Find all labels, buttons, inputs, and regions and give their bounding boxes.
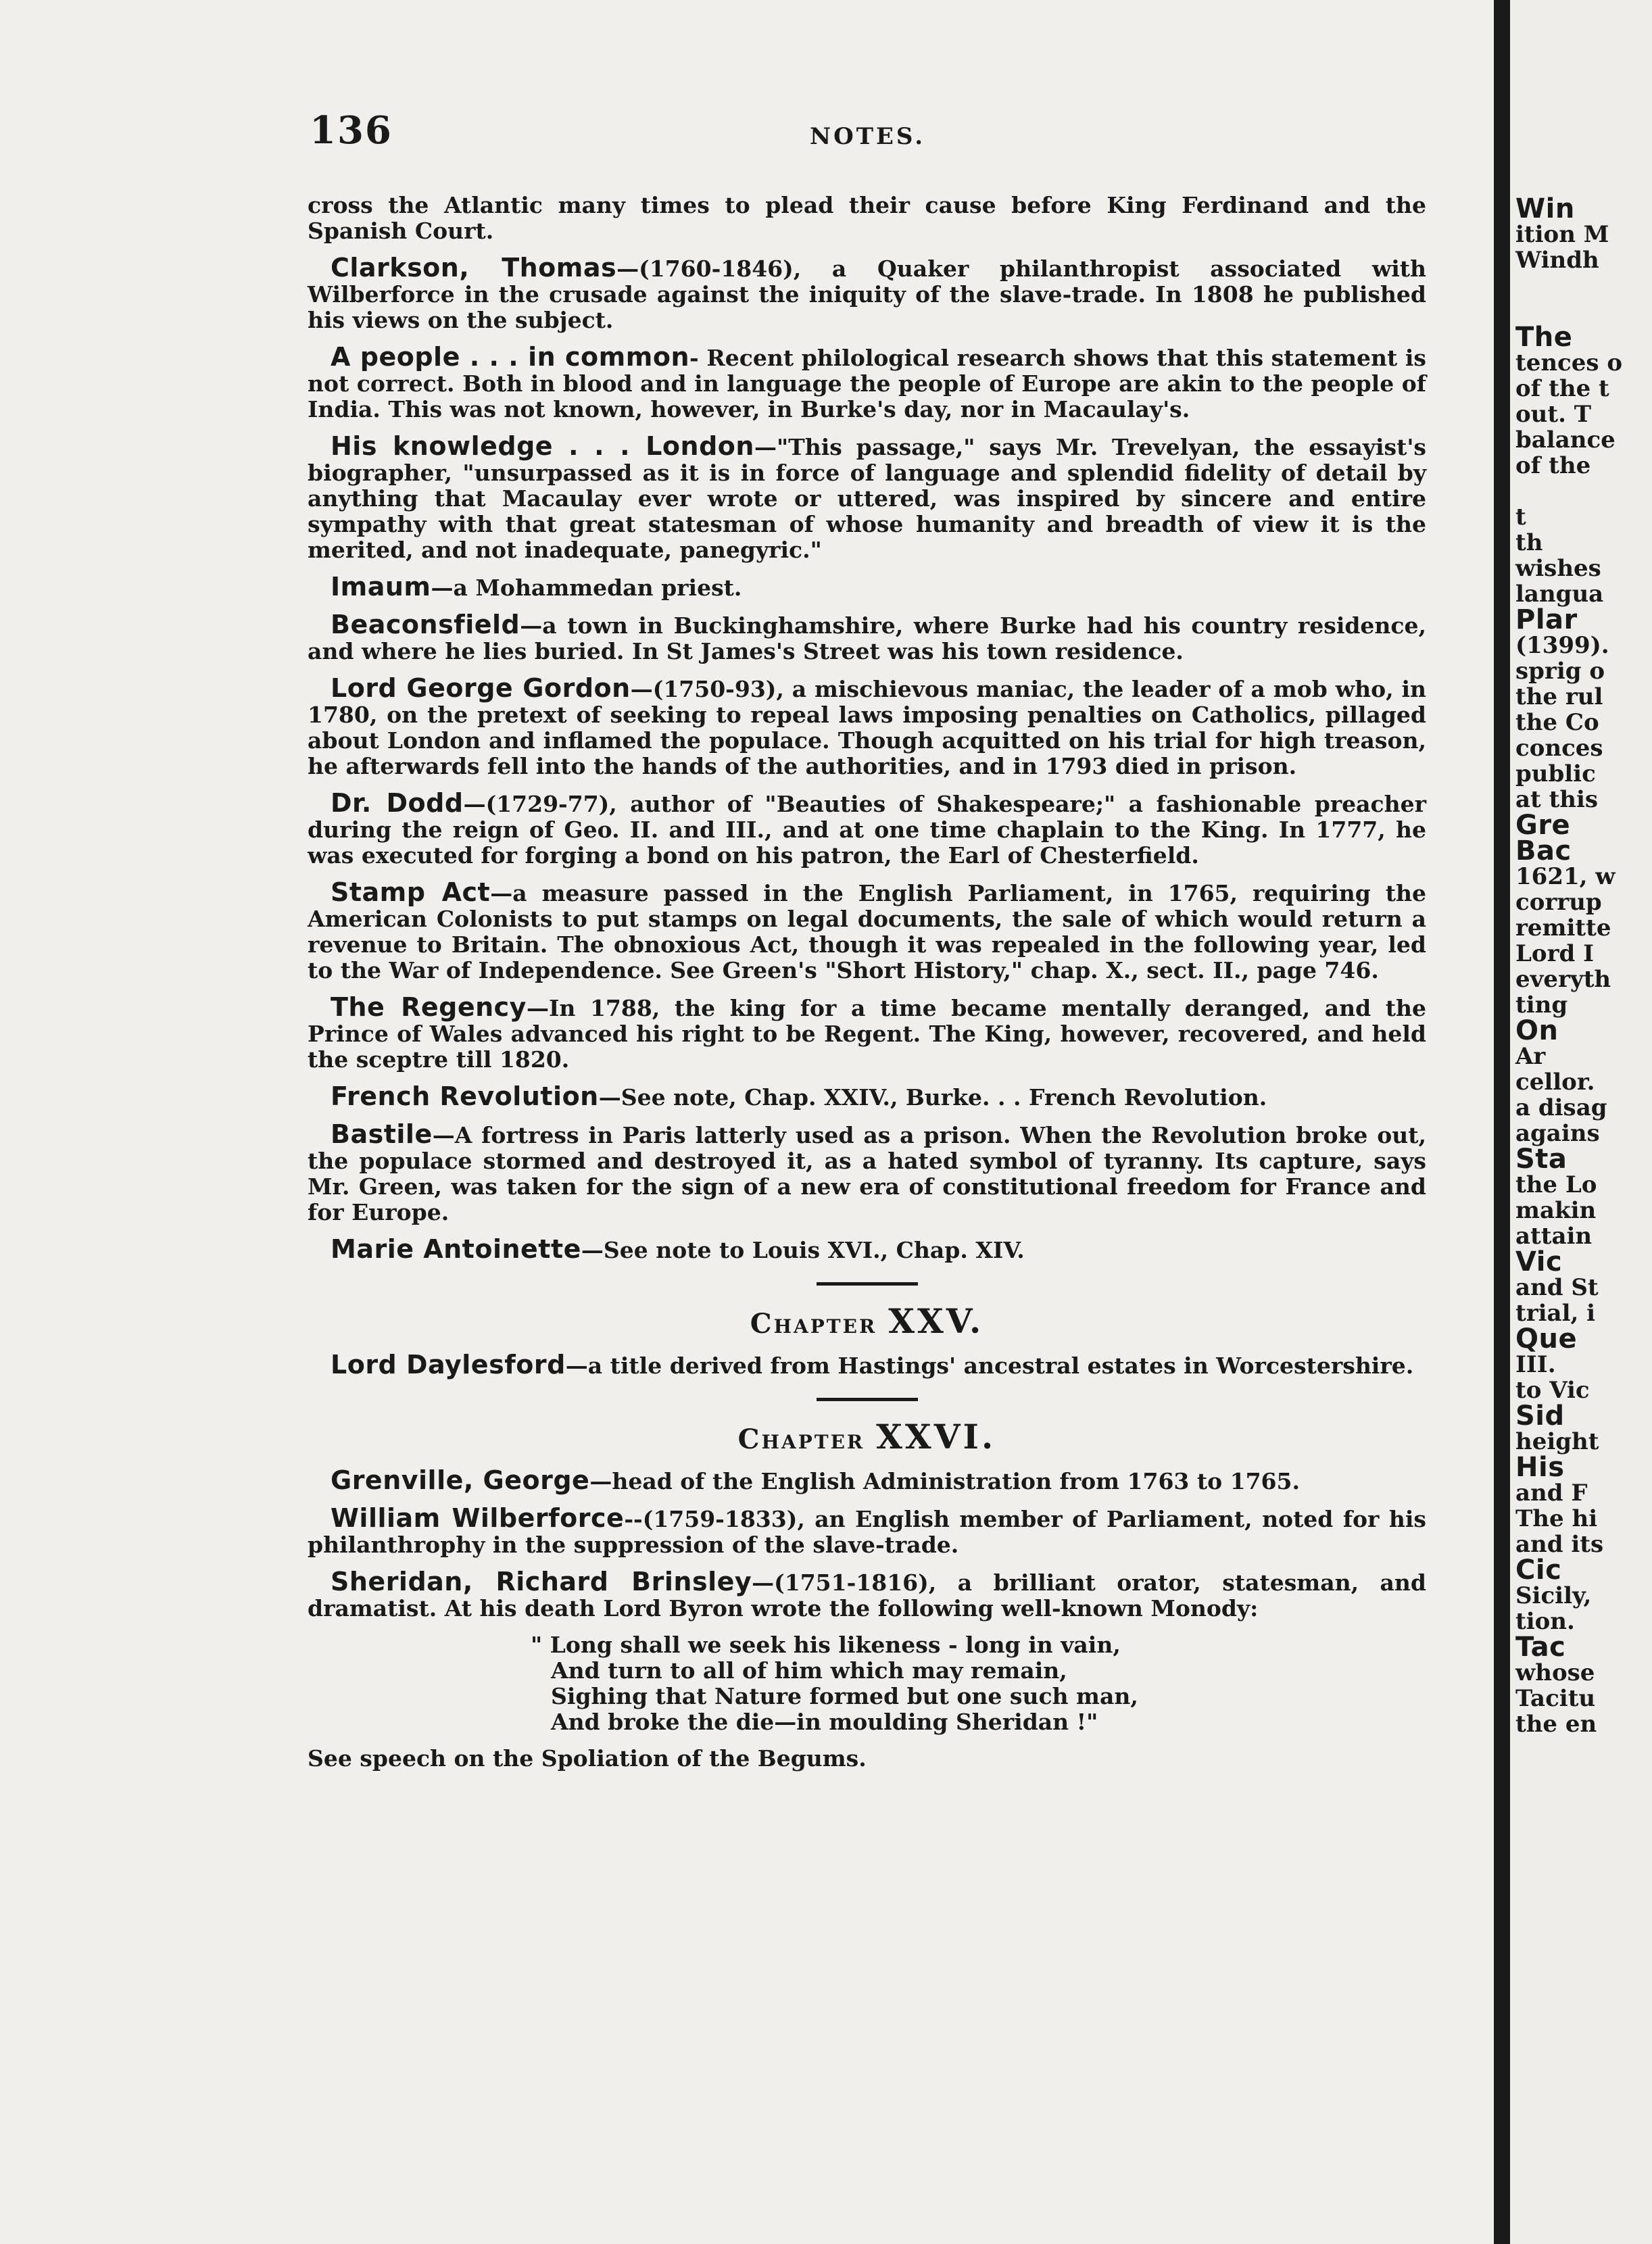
note-definition: —a town in Buckinghamshire, where Burke had his country residence, and where he lies buried. In St James's Street was his town residence.	[308, 612, 1426, 664]
facing-page-line: Cic	[1515, 1555, 1562, 1586]
facing-page-line: th	[1515, 529, 1543, 556]
note-definition: —See note, Chap. XXIV., Burke. . . French Revolution.	[598, 1084, 1267, 1111]
facing-page-line: height	[1515, 1428, 1599, 1455]
note-term: French Revolution	[331, 1081, 599, 1111]
facing-page-line: of the t	[1515, 375, 1609, 402]
note-definition: —(1729-77), author of "Beauties of Shakespeare;" a fashionable preacher during the reign of Geo. II. and III., and at one time chaplain to the King. In 1777, he was executed for forging a bond on his patron, the Earl of Chesterfield.	[308, 791, 1426, 869]
facing-page-line: Win	[1515, 193, 1575, 224]
byron-monody-poem	[531, 1632, 1426, 1735]
note-entry	[308, 879, 1426, 983]
facing-page-line: the Co	[1515, 709, 1599, 736]
chapter-26-heading	[308, 1417, 1426, 1457]
note-entry	[308, 1083, 1426, 1111]
note-definition: - Recent philological research shows that this statement is not correct. Both in blood and in language the people of Europe are akin to the people of India. This was not known, however, in Burke's day, nor in Macaulay's.	[308, 345, 1427, 422]
facing-page-line: conces	[1515, 735, 1603, 762]
facing-page-line: On	[1515, 1015, 1559, 1046]
note-definition: —"This passage," says Mr. Trevelyan, the essayist's biographer, "unsurpassed as it is in force of language and splendid fidelity of detail by anything that Macaulay ever wrote or uttered, was inspired by sincere and entire sympathy with that great statesman of whose humanity and breadth of view it is the merited, and not inadequate, panegyric."	[308, 434, 1426, 563]
chapter-26-heading-numeral: XXVI.	[876, 1417, 996, 1457]
book-gutter	[1494, 0, 1510, 2244]
page-number: 136	[310, 108, 393, 153]
note-definition: —a title derived from Hastings' ancestral estates in Worcestershire.	[565, 1352, 1414, 1379]
facing-page-line: Lord I	[1515, 940, 1595, 967]
note-term: Lord Daylesford	[331, 1350, 566, 1380]
facing-page-line: to Vic	[1515, 1377, 1590, 1404]
facing-page-line: tion.	[1515, 1608, 1575, 1635]
notes-content	[308, 193, 1426, 1772]
facing-page-line: sprig o	[1515, 658, 1605, 685]
note-entry	[308, 790, 1426, 869]
chapter-25-heading	[308, 1301, 1426, 1341]
note-entry	[308, 612, 1426, 664]
facing-page-line: at this	[1515, 786, 1599, 813]
note-entry	[308, 1569, 1426, 1621]
note-entry	[308, 1467, 1426, 1494]
see-reference: See speech on the Spoliation of the Begums.	[308, 1745, 867, 1772]
facing-page-line: Sid	[1515, 1400, 1565, 1432]
note-term: A people . . . in common	[331, 342, 690, 372]
note-definition: —In 1788, the king for a time became mentally deranged, and the Prince of Wales advanced his right to be Regent. The King, however, recovered, and held the sceptre till 1820.	[308, 995, 1426, 1073]
facing-page-line: tences o	[1515, 349, 1623, 376]
facing-page-line: public	[1515, 760, 1596, 787]
facing-page-line: Sicily,	[1515, 1582, 1592, 1609]
note-definition: —A fortress in Paris latterly used as a prison. When the Revolution broke out, the populace stormed and destroyed it, as a hated symbol of tyranny. Its capture, says Mr. Green, was taken for the sign of a new era of constitutional freedom for France and for Europe.	[308, 1122, 1426, 1225]
section-divider	[817, 1282, 918, 1286]
poem-line: Sighing that Nature formed but one such man,	[551, 1683, 1138, 1709]
facing-page-line: a disag	[1515, 1094, 1607, 1121]
facing-page-line: remitte	[1515, 914, 1611, 942]
section-divider	[817, 1398, 918, 1401]
poem-line: And turn to all of him which may remain,	[551, 1657, 1067, 1684]
facing-page-line: Plar	[1515, 604, 1578, 635]
facing-page-line: Vic	[1515, 1246, 1563, 1277]
note-term: Imaum	[331, 572, 431, 602]
note-entry	[308, 1236, 1426, 1263]
note-definition: —a measure passed in the English Parliament, in 1765, requiring the American Colonists to put stamps on legal documents, the sale of which would return a revenue to Britain. The obnoxious Act, though it was repealed in the following year, led to the War of Independence. See Green's "Short History," chap. X., sect. II., page 746.	[308, 880, 1426, 983]
note-definition: —(1750-93), a mischievous maniac, the leader of a mob who, in 1780, on the pretext of seeking to repeal laws imposing penalties on Catholics, pillaged about London and inflamed the populace. Though acquitted on his trial for high treason, he afterwards fell into the hands of the authorities, and in 1793 died in prison.	[308, 676, 1427, 779]
note-definition: —(1760-1846), a Quaker philanthropist associated with Wilberforce in the crusade against the iniquity of the slave-trade. In 1808 he published his views on the subject.	[308, 255, 1426, 333]
note-entry	[308, 433, 1426, 563]
notes-chapter-26-entries	[308, 1467, 1426, 1621]
note-entry	[308, 1505, 1426, 1558]
note-entry	[308, 193, 1426, 244]
note-entry	[308, 255, 1426, 333]
facing-page-fragment	[1510, 0, 1652, 2244]
facing-page-line: cellor.	[1515, 1069, 1595, 1096]
facing-page-line: Bac	[1515, 835, 1572, 867]
running-head: NOTES.	[810, 123, 926, 150]
facing-page-line	[1515, 273, 1652, 299]
facing-page-line: out. T	[1515, 401, 1592, 428]
facing-page-line: His	[1515, 1452, 1565, 1483]
note-term: Sheridan, Richard Brinsley	[331, 1567, 752, 1596]
note-term: William Wilberforce	[331, 1503, 625, 1533]
facing-page-line	[1515, 479, 1652, 504]
facing-page-line: trial, i	[1515, 1300, 1596, 1327]
facing-page-line: The hi	[1515, 1505, 1598, 1532]
note-term: Marie Antoinette	[331, 1234, 581, 1264]
note-definition: —See note to Louis XVI., Chap. XIV.	[581, 1237, 1025, 1263]
facing-page-line: whose	[1515, 1659, 1595, 1686]
page-header	[310, 108, 1425, 162]
facing-page-line: attain	[1515, 1223, 1593, 1250]
facing-page-line: the en	[1515, 1711, 1597, 1738]
note-term: Dr. Dodd	[331, 788, 464, 818]
facing-page-line: III.	[1515, 1351, 1556, 1378]
facing-page-line: Windh	[1515, 247, 1599, 274]
note-definition: cross the Atlantic many times to plead their cause before King Ferdinand and the Spanish Court.	[308, 192, 1426, 244]
note-entry	[308, 574, 1426, 601]
notes-chapter-25-entries	[308, 1352, 1426, 1379]
note-term: Bastile	[331, 1119, 433, 1149]
facing-page-line: Tac	[1515, 1632, 1566, 1663]
facing-page-line: Ar	[1515, 1043, 1546, 1070]
poem-line: " Long shall we seek his likeness - long in vain,	[531, 1632, 1121, 1658]
facing-page-line: the Lo	[1515, 1171, 1597, 1198]
facing-page-line: everyth	[1515, 966, 1611, 993]
facing-page-line: Tacitu	[1515, 1685, 1596, 1712]
note-definition: --(1759-1833), an English member of Parliament, noted for his philanthrophy in the suppression of the slave-trade.	[308, 1506, 1426, 1558]
note-term: Lord George Gordon	[331, 673, 631, 703]
facing-page-line: The	[1515, 322, 1573, 353]
note-term: Clarkson, Thomas	[331, 253, 617, 283]
facing-page-line: 1621, w	[1515, 863, 1615, 890]
note-term: Beaconsfield	[331, 610, 520, 639]
facing-page-lines	[1515, 193, 1652, 1738]
facing-page-line: wishes	[1515, 555, 1601, 582]
facing-page-line: (1399).	[1515, 632, 1609, 659]
chapter-25-heading-word: Chapter	[750, 1308, 877, 1340]
facing-page-line: and F	[1515, 1480, 1588, 1507]
note-entry	[308, 1121, 1426, 1225]
note-entry	[308, 994, 1426, 1073]
note-definition: —a Mohammedan priest.	[431, 575, 742, 601]
note-definition: —(1751-1816), a brilliant orator, statesman, and dramatist. At his death Lord Byron wrote the following well-known Monody:	[308, 1569, 1426, 1621]
facing-page-line: the rul	[1515, 683, 1603, 710]
facing-page-line	[1515, 299, 1652, 324]
facing-page-line: makin	[1515, 1197, 1597, 1224]
notes-chapter-24-entries	[308, 193, 1426, 1263]
poem-line: And broke the die—in moulding Sheridan !"	[551, 1709, 1098, 1735]
note-term: Grenville, George	[331, 1465, 590, 1495]
facing-page-line: Gre	[1515, 810, 1571, 841]
note-entry	[308, 344, 1426, 422]
note-entry	[308, 675, 1426, 779]
facing-page-line: balance	[1515, 426, 1615, 454]
facing-page-line: of the	[1515, 452, 1591, 479]
chapter-25-heading-numeral: XXV.	[888, 1301, 984, 1341]
note-term: The Regency	[331, 992, 527, 1022]
chapter-26-heading-word: Chapter	[737, 1423, 865, 1455]
facing-page-line: and St	[1515, 1274, 1599, 1301]
note-term: His knowledge . . . London	[331, 431, 754, 461]
facing-page-line: ting	[1515, 992, 1568, 1019]
note-term: Stamp Act	[331, 877, 491, 907]
facing-page-line: agains	[1515, 1120, 1600, 1147]
facing-page-line: corrup	[1515, 889, 1602, 916]
facing-page-line: Sta	[1515, 1144, 1568, 1175]
facing-page-line: langua	[1515, 581, 1604, 608]
note-entry	[308, 1352, 1426, 1379]
facing-page-line: Que	[1515, 1323, 1578, 1355]
facing-page-line: and its	[1515, 1531, 1604, 1558]
facing-page-line: ition M	[1515, 221, 1609, 248]
note-definition: —head of the English Administration from 1763 to 1765.	[589, 1468, 1300, 1494]
facing-page-line: t	[1515, 504, 1526, 531]
